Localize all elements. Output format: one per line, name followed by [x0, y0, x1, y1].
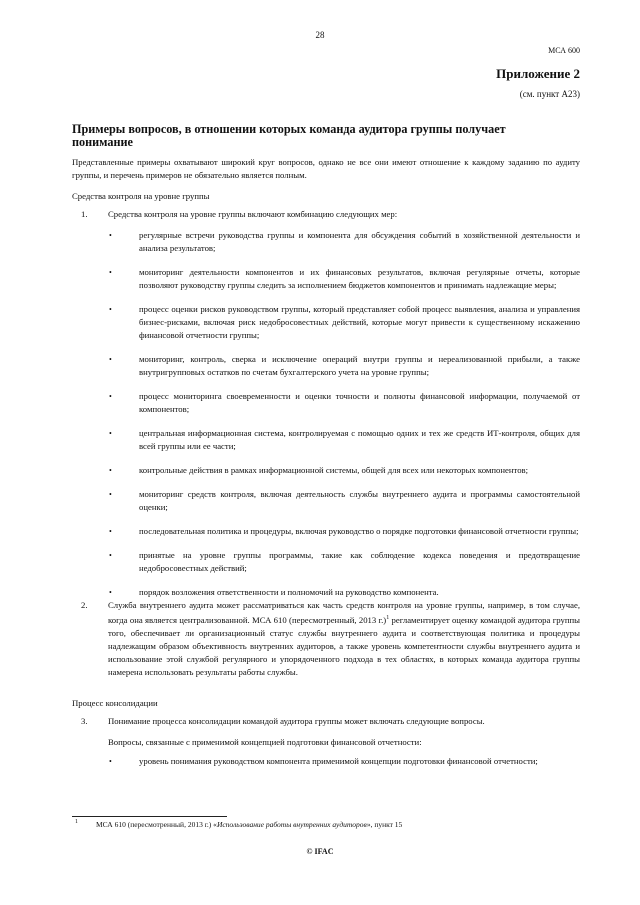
paragraph-text: Понимание процесса консолидации командой аудитора группы может включать следующие вопросы. [108, 716, 485, 726]
copyright: © IFAC [306, 847, 334, 856]
appendix-reference: (см. пункт А23) [519, 89, 580, 99]
bullet-icon: • [109, 757, 112, 766]
standard-code: МСА 600 [548, 46, 580, 55]
footnote-text: МСА 610 (пересмотренный, 2013 г.) «Использование работы внутренних аудиторов», пункт 15 [96, 820, 403, 829]
paragraph-text: Служба внутреннего аудита может рассматриваться как часть средств контроля на уровне группы, например, в том случае, когда она является централизованной. МСА 610 (пересмотренный, 2013 г.)$^1$ регламентирует оценку командой аудитора группы того, обеспечивает ли организационный статус службы внутреннего аудита и соответствующая политика и процедуры надлежащим образом объективность внутренних аудиторов, а также уровень компетентности службы внутреннего аудита и использование этой службой регулярного и упорядоченного подхода в тех областях, в которых команда аудитора группы намерена использовать результаты работы службы. [108, 600, 580, 677]
list-item: • регулярные встречи руководства группы и компонента для обсуждения событий в хозяйственной деятельности и анализа результатов; [109, 230, 580, 253]
bullet-icon: • [109, 268, 112, 277]
paragraph-1 [72, 208, 580, 221]
bullet-icon: • [109, 490, 112, 499]
bullet-icon: • [109, 305, 112, 314]
list-item: • мониторинг деятельности компонентов и их финансовых результатов, включая регулярные отчеты, которые позволяют руководству группы следить за исполнением бюджетов компонентов и принимать надлежащие меры; [109, 267, 580, 290]
consolidation-list [108, 755, 580, 768]
paragraph-text: Средства контроля на уровне группы включают комбинацию следующих мер: [108, 209, 398, 219]
appendix-title: Приложение 2 [496, 66, 580, 81]
bullet-icon: • [109, 231, 112, 240]
bullet-icon: • [109, 588, 112, 597]
section-title-group-controls: Средства контроля на уровне группы [72, 191, 210, 201]
footnote-divider [72, 816, 227, 817]
paragraph-3 [72, 715, 580, 728]
bullet-icon: • [109, 527, 112, 536]
bullet-icon: • [109, 429, 112, 438]
list-item: • уровень понимания руководством компонента применимой концепции подготовки финансовой отчетности; [109, 756, 538, 766]
list-item: • порядок возложения ответственности и полномочий на руководство компонента. [109, 587, 439, 597]
list-item: • процесс мониторинга своевременности и оценки точности и полноты финансовой информации, получаемой от компонентов; [109, 391, 580, 414]
sub-heading: Вопросы, связанные с применимой концепцией подготовки финансовой отчетности: [108, 737, 422, 747]
paragraph-number: 3. [81, 716, 88, 726]
list-item: • мониторинг, контроль, сверка и исключение операций внутри группы и нереализованной прибыли, а также внутригрупповых остатков по счетам бухгалтерского учета на уровне группы; [109, 354, 580, 377]
bullet-icon: • [109, 392, 112, 401]
bullet-icon: • [109, 551, 112, 560]
paragraph-number: 2. [81, 600, 88, 610]
list-item: • процесс оценки рисков руководством группы, который представляет собой процесс выявления, анализа и управления бизнес-рисками, включая риск недобросовестных действий, которые могут привести к существенному искажению финансовой отчетности группы; [109, 304, 580, 340]
list-item: • мониторинг средств контроля, включая деятельность службы внутреннего аудита и программы самостоятельной оценки; [109, 489, 580, 512]
page-number: 28 [315, 30, 325, 40]
footnote-reference[interactable]: 1 [386, 615, 390, 621]
bullet-icon: • [109, 355, 112, 364]
paragraph-number: 1. [81, 209, 88, 219]
group-controls-list [108, 229, 580, 599]
footnote-mark: 1 [75, 819, 78, 825]
list-item: • последовательная политика и процедуры, включая руководство о порядке подготовки финансовой отчетности группы; [109, 526, 579, 536]
section-heading: Примеры вопросов, в отношении которых команда аудитора группы получает понимание [72, 122, 506, 149]
list-item: • контрольные действия в рамках информационной системы, общей для всех или некоторых компонентов; [109, 465, 529, 475]
list-item: • центральная информационная система, контролируемая с помощью одних и тех же средств ИТ-контроля, общих для всей группы или ее части; [109, 428, 580, 451]
intro-paragraph: Представленные примеры охватывают широкий круг вопросов, однако не все они имеют отношение к каждому заданию по аудиту группы, и перечень примеров не обязательно является полным. [72, 157, 580, 180]
bullet-icon: • [109, 466, 112, 475]
list-item: • принятые на уровне группы программы, такие как соблюдение кодекса поведения и предотвращение недобросовестных действий; [109, 550, 580, 573]
section-title-consolidation: Процесс консолидации [72, 698, 158, 708]
paragraph-2 [72, 599, 580, 679]
